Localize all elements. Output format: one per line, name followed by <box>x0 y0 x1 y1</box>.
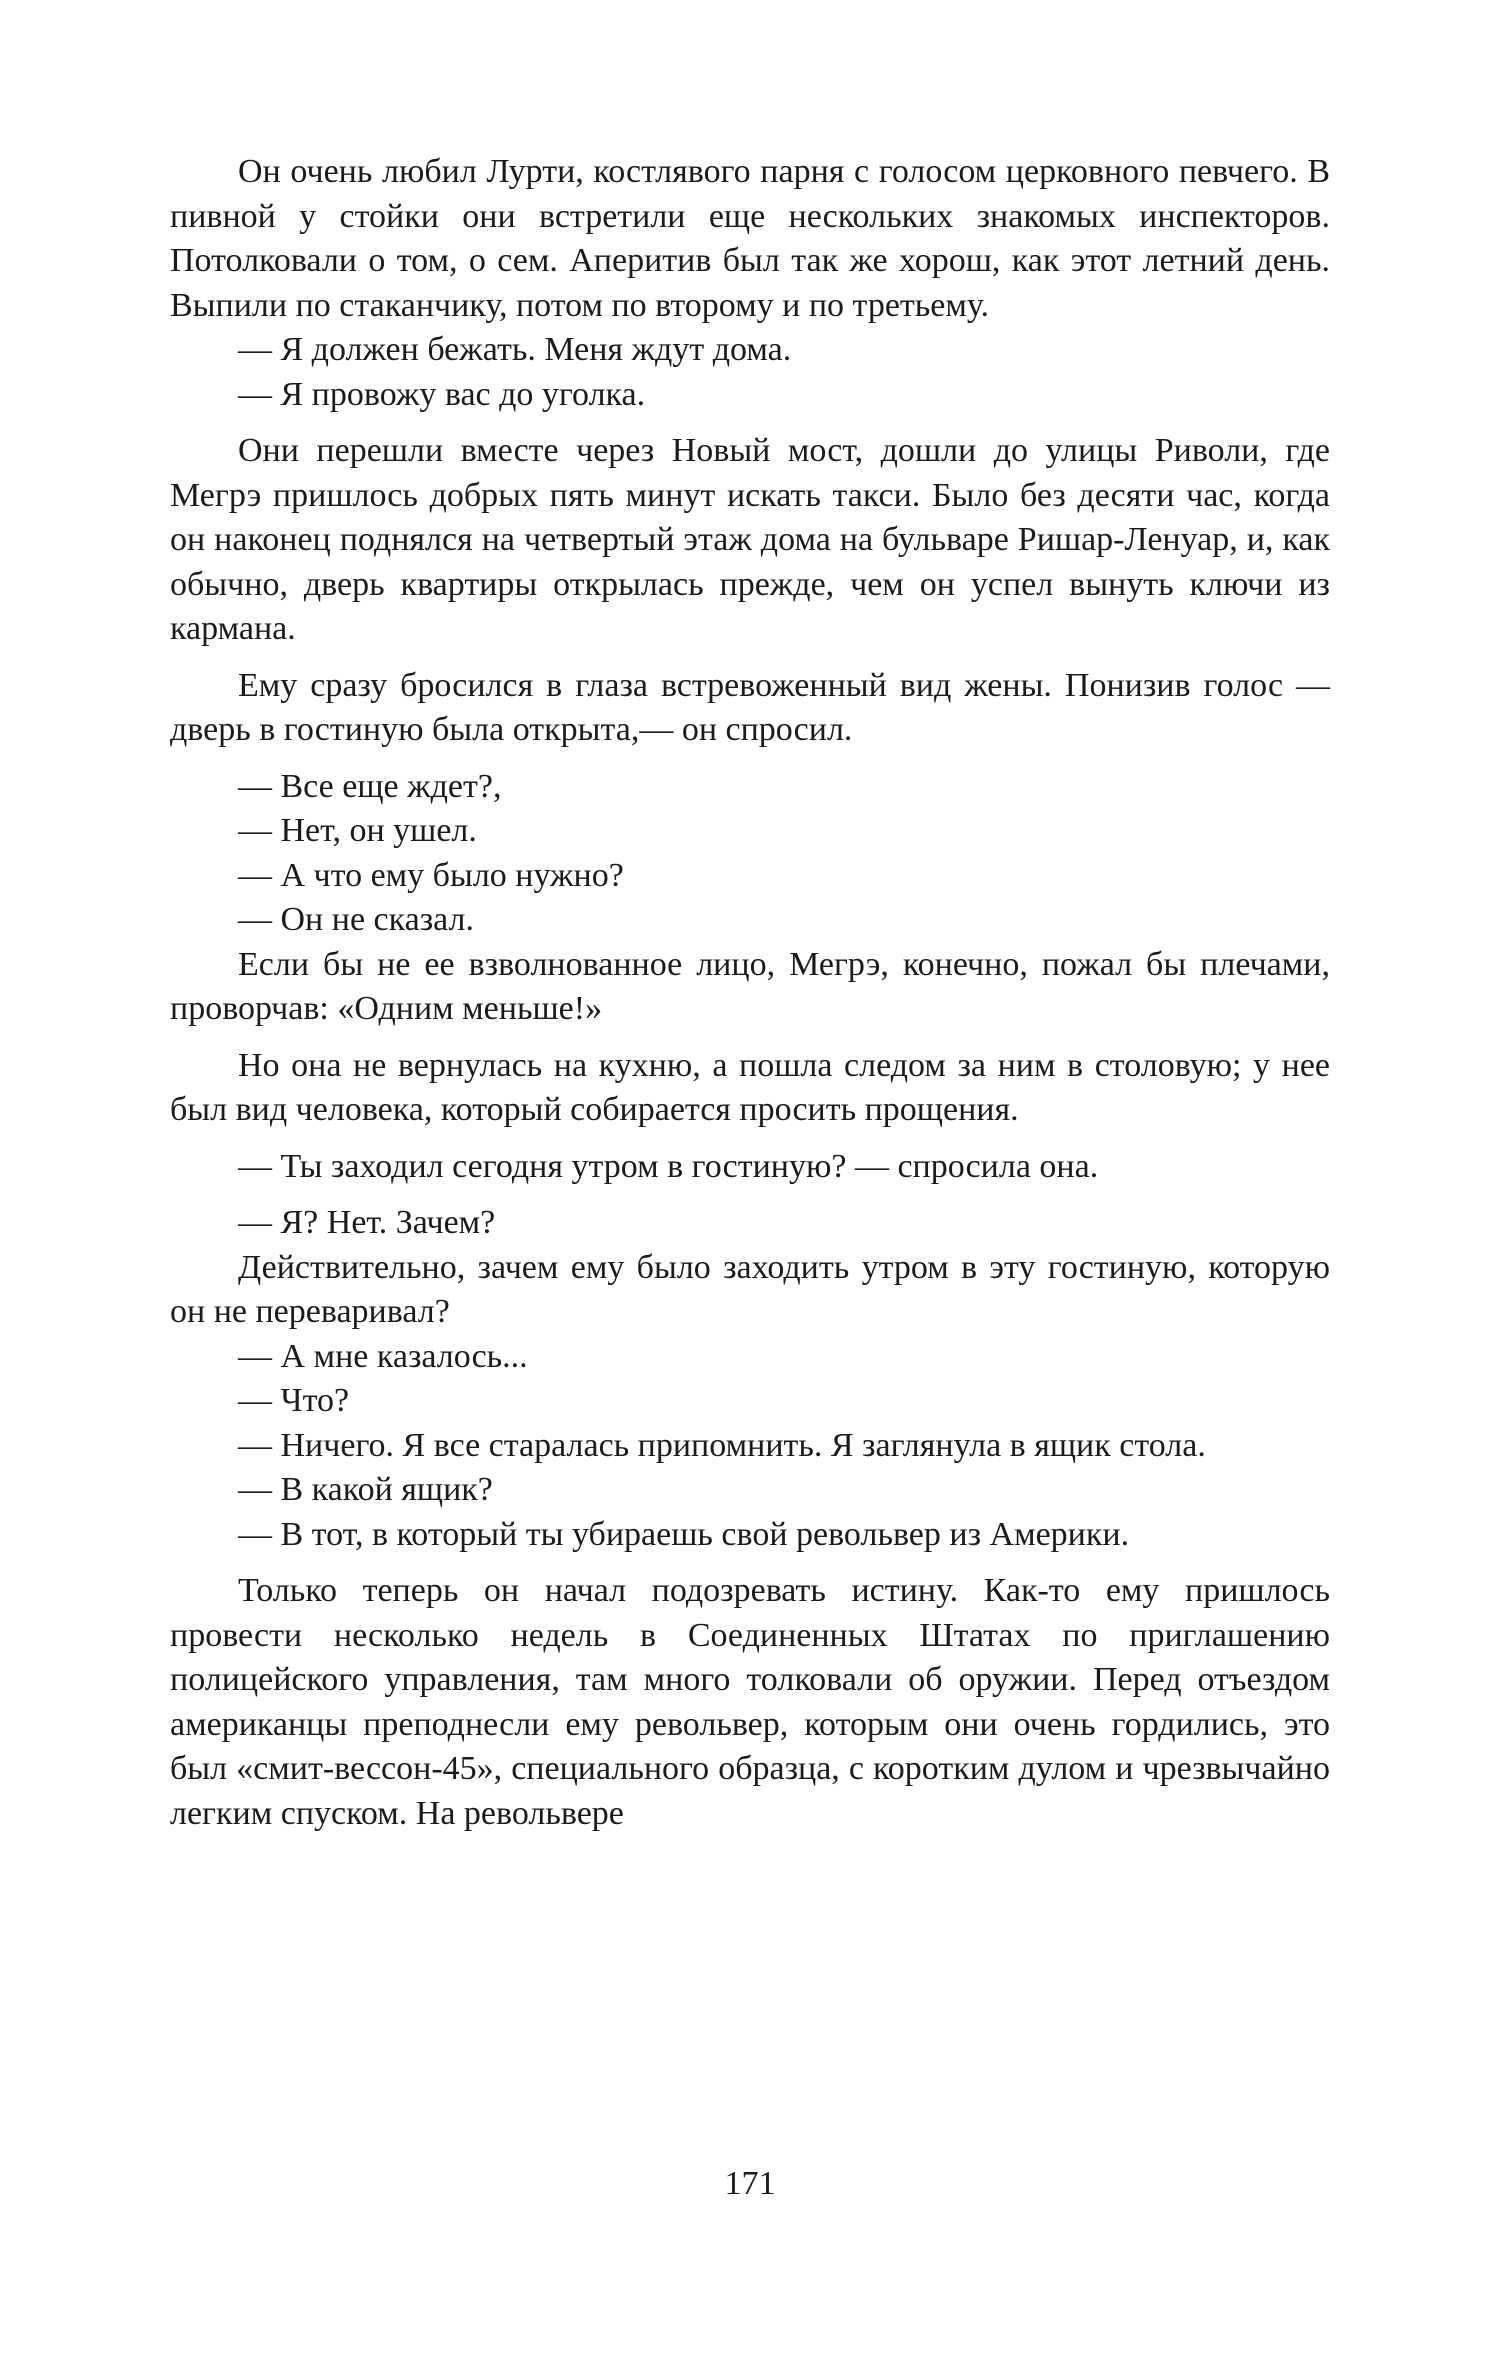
paragraph: Он очень любил Лурти, костлявого парня с голосом церковного певчего. В пивной у стойки они встретили еще нескольких знакомых инспекторов. Потолковали о том, о сем. Аперитив был так же хорош, как этот летний день. Выпили по стаканчику, потом по второму и по третьему. <box>170 153 1330 324</box>
dialogue-line: — Ты заходил сегодня утром в гостиную? — спросила она. <box>238 1147 1099 1185</box>
dialogue-line: — Я? Нет. Зачем? <box>238 1204 496 1241</box>
dialogue-line: — Все еще ждет?, <box>238 767 502 805</box>
page-text <box>170 150 1330 1836</box>
dialogue-line: — В тот, в который ты убираешь свой револьвер из Америки. <box>238 1515 1130 1553</box>
dialogue-line: — А мне казалось... <box>238 1337 528 1375</box>
dialogue-line: — В какой ящик? <box>238 1471 493 1508</box>
page-number: 171 <box>724 2165 776 2202</box>
paragraph: Ему сразу бросился в глаза встревоженный вид жены. Понизив голос — дверь в гостиную была открыта,— он спросил. <box>170 666 1330 748</box>
dialogue-line: — Он не сказал. <box>238 901 475 938</box>
paragraph: Только теперь он начал подозревать истину. Как-то ему пришлось провести несколько недель в Соединенных Штатах по приглашению полицейского управления, там много толковали об оружии. Перед отъездом американцы преподнесли ему револьвер, которым они очень гордились, это был «смит-вессон-45», специального образца, с коротким дулом и чрезвычайно легким спуском. На револьвере <box>170 1572 1330 1832</box>
dialogue-line: — Ничего. Я все старалась припомнить. Я заглянула в ящик стола. <box>238 1426 1206 1464</box>
paragraph: Но она не вернулась на кухню, а пошла следом за ним в столовую; у нее был вид человека, который собирается просить прощения. <box>170 1046 1330 1128</box>
dialogue-line: — А что ему было нужно? <box>238 856 624 894</box>
dialogue-line: — Что? <box>238 1382 350 1419</box>
paragraph: Они перешли вместе через Новый мост, дошли до улицы Риволи, где Мегрэ пришлось добрых пять минут искать такси. Было без десяти час, когда он наконец поднялся на четвертый этаж дома на бульваре Ришар-Ленуар, и, как обычно, дверь квартиры открылась прежде, чем он успел вынуть ключи из кармана. <box>170 432 1330 647</box>
dialogue-line: — Я провожу вас до уголка. <box>238 375 646 413</box>
paragraph: Если бы не ее взволнованное лицо, Мегрэ, конечно, пожал бы плечами, проворчав: «Одним меньше!» <box>170 945 1330 1027</box>
dialogue-line: — Нет, он ушел. <box>238 812 477 849</box>
paragraph: Действительно, зачем ему было заходить утром в эту гостиную, которую он не переваривал? <box>170 1248 1330 1330</box>
dialogue-line: — Я должен бежать. Меня ждут дома. <box>238 331 792 368</box>
